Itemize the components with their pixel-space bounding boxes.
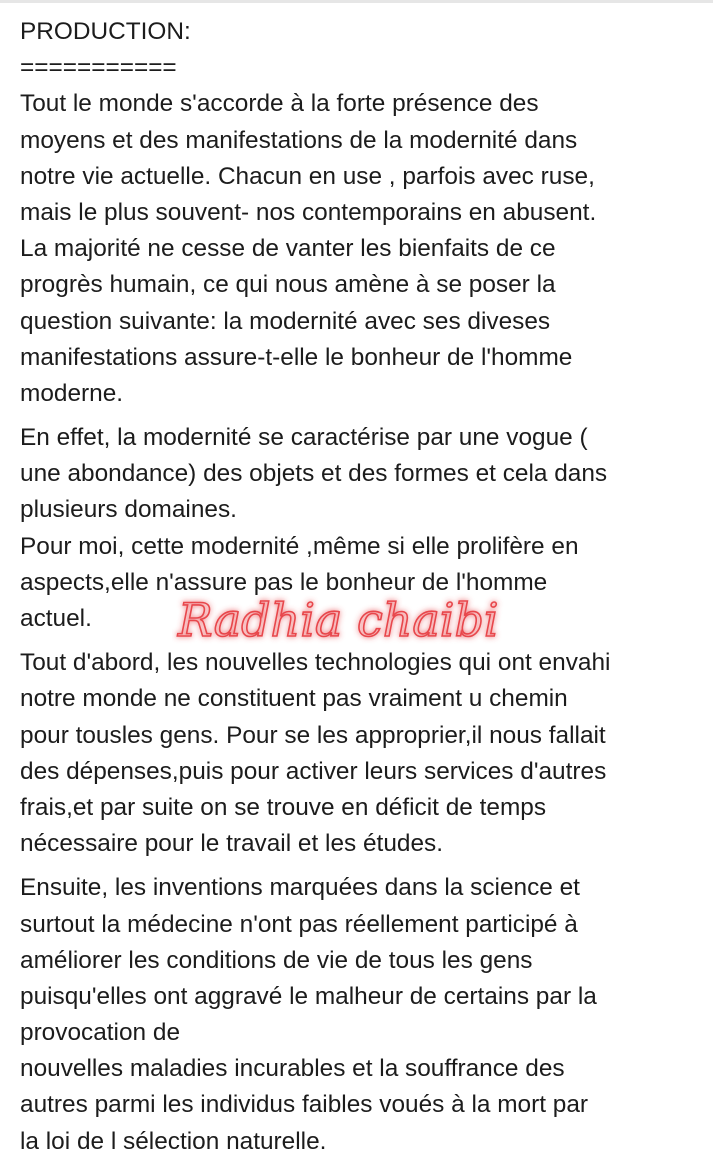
post-text (20, 14, 696, 1160)
text-line: nécessaire pour le travail et les études. (20, 830, 444, 858)
text-line: moderne. (20, 379, 124, 407)
text-line: manifestations assure-t-elle le bonheur de l'homme (20, 343, 573, 371)
text-line: une abondance) des objets et des formes et cela dans (20, 460, 608, 488)
paragraph (20, 86, 696, 412)
text-line: moyens et des manifestations de la modernité dans (20, 126, 578, 154)
text-line: plusieurs domaines. (20, 496, 237, 524)
text-line: mais le plus souvent- nos contemporains en abusent. (20, 198, 597, 226)
text-line: améliorer les conditions de vie de tous les gens (20, 946, 533, 974)
text-line: notre vie actuelle. Chacun en use , parfois avec ruse, (20, 162, 595, 190)
text-line: frais,et par suite on se trouve en déficit de temps (20, 793, 547, 821)
text-line: aspects,elle n'assure pas le bonheur de l'homme (20, 568, 548, 596)
paragraph (20, 645, 696, 862)
text-line: notre monde ne constituent pas vraiment u chemin (20, 685, 568, 713)
paragraph (20, 870, 696, 1160)
text-line: Tout le monde s'accorde à la forte présence des (20, 90, 539, 118)
text-line: Ensuite, les inventions marquées dans la science et (20, 874, 580, 902)
paragraph (20, 420, 696, 637)
text-line: surtout la médecine n'ont pas réellement participé à (20, 910, 578, 938)
text-line: question suivante: la modernité avec ses diveses (20, 307, 551, 335)
heading-rule: =========== (20, 54, 177, 82)
top-border (0, 0, 713, 3)
text-line: Tout d'abord, les nouvelles technologies qui ont envahi (20, 649, 611, 677)
text-line: puisqu'elles ont aggravé le malheur de certains par la (20, 982, 597, 1010)
post-heading: PRODUCTION: (20, 18, 191, 45)
signature-text: Radhia chaibi (178, 593, 499, 647)
text-line: provocation de (20, 1019, 181, 1047)
paragraph-gap (20, 412, 696, 420)
text-line: Pour moi, cette modernité ,même si elle prolifère en (20, 532, 579, 560)
paragraph-gap (20, 862, 696, 870)
text-line: actuel. (20, 605, 92, 632)
text-line: des dépenses,puis pour activer leurs services d'autres (20, 757, 607, 785)
text-line: nouvelles maladies incurables et la souffrance des (20, 1055, 565, 1083)
paragraph-gap (20, 637, 696, 645)
text-line: autres parmi les individus faibles voués à la mort par (20, 1091, 589, 1119)
text-line: La majorité ne cesse de vanter les bienfaits de ce (20, 235, 556, 263)
text-line: En effet, la modernité se caractérise par une vogue ( (20, 424, 588, 452)
text-line: la loi de l sélection naturelle. (20, 1127, 327, 1155)
text-line: progrès humain, ce qui nous amène à se poser la (20, 271, 556, 299)
paragraphs (20, 86, 696, 1159)
text-line: pour tousles gens. Pour se les approprier,il nous fallait (20, 721, 606, 749)
